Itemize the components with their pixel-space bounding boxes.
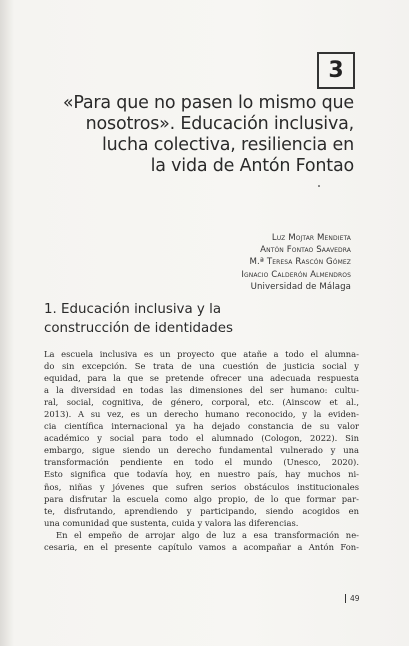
affiliation: Universidad de Málaga [250,281,351,292]
section-heading-line: 1. Educación inclusiva y la [44,302,222,317]
body-line: cesaria, en el presente capítulo vamos a acompañar a Antón Fon- [44,541,359,552]
body-line: En el empeño de arrojar algo de luz a esa transformación ne- [56,529,359,540]
body-line: ral, social, cognitiva, de género, corporal, etc. (Ainscow et al., [44,397,359,408]
chapter-number-box [317,52,355,89]
body-line: transformación pendiente en todo el mundo (Unesco, 2020). [44,457,359,468]
section-heading [44,301,344,338]
body-line: académico y social para todo el alumnado (Cologon, 2022). Sin [44,433,359,444]
chapter-number: 3 [328,58,344,83]
page-folio [345,594,360,603]
body-line: Esto significa que todavía hoy, en nuestro país, hay muchos ni- [44,469,359,480]
page-number: 49 [350,594,360,603]
stray-dot [318,185,320,187]
author-name: M.ª Teresa Rascón Gómez [249,257,351,268]
body-line: cia científica internacional ya ha dejado constancia de su valor [44,421,359,432]
body-line: embargo, sigue siendo un derecho fundamental vulnerado y una [44,445,359,456]
chapter-title-line: la vida de Antón Fontao [150,156,354,176]
author-name: Luz Mojtar Mendieta [271,233,351,243]
chapter-title [54,93,354,177]
author-name: Ignacio Calderón Almendros [241,269,351,280]
body-line: a la diversidad en todas las dimensiones del ser humano: cultu- [44,385,359,396]
body-line: una comunidad que sustenta, cuida y valora las diferencias. [44,517,299,528]
author-name: Antón Fontao Saavedra [260,245,351,256]
body-line: 2013). A su vez, es un derecho humano reconocido, y la eviden- [44,409,359,420]
section-heading-line: construcción de identidades [44,320,233,336]
chapter-title-line: «Para que no pasen lo mismo que [62,93,354,113]
chapter-title-line: lucha colectiva, resiliencia en [101,135,354,155]
body-line: te, disfrutando, aprendiendo y participando, siendo acogidos en [44,505,359,516]
folio-rule [345,594,346,603]
body-line: do sin excepción. Se trata de una cuestión de justicia social y [44,361,359,372]
chapter-title-line: nosotros». Educación inclusiva, [85,114,354,134]
author-block [241,232,351,293]
body-text [44,348,359,553]
body-line: equidad, para la que se pretende ofrecer una adecuada respuesta [44,373,359,384]
body-line: La escuela inclusiva es un proyecto que atañe a todo el alumna- [44,349,359,359]
body-line: ños, niñas y jóvenes que sufren serios obstáculos institucionales [44,481,359,492]
body-line: para disfrutar la escuela como algo propio, de lo que formar par- [44,493,359,504]
